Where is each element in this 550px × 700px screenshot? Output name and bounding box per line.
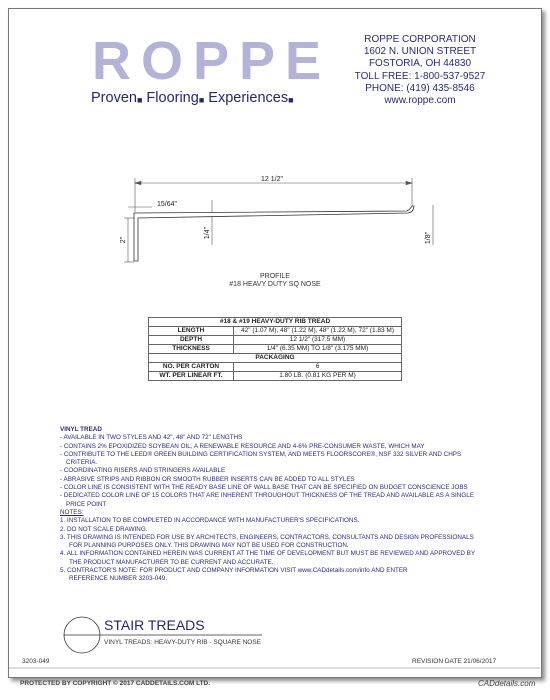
numbered-note: 5. CONTRACTOR'S NOTE: FOR PRODUCT AND COMPANY INFORMATION VISIT www.CADdetails.com/info AND ENTER [60, 567, 408, 575]
spec-table-title: #18 & #19 HEAVY-DUTY RIB TREAD [149, 318, 402, 327]
company-toll-free: TOLL FREE: 1-800-537-9527 [354, 70, 486, 82]
arrow-head [406, 181, 412, 184]
spec-label: THICKNESS [149, 345, 234, 354]
spec-value: 12 1/2" (317.5 MM) [234, 336, 402, 345]
revision-date: REVISION DATE 21/06/2017 [412, 658, 497, 665]
numbered-note: THE PRODUCT MANUFACTURER TO BE CURRENT AND ACCURATE. [69, 558, 274, 566]
numbered-note: 1. INSTALLATION TO BE COMPLETED IN ACCORDANCE WITH MANUFACTURER'S SPECIFICATIONS. [60, 517, 360, 525]
drawing-title: STAIR TREADS [104, 617, 205, 633]
spec-table [148, 317, 402, 381]
notes-heading-vinyl-tread: VINYL TREAD [60, 426, 102, 433]
note-bullet: - COLOR LINE IS CONSISTENT WITH THE READY BASE LINE OF WALL BASE THAT CAN BE SPECIFIED ON BUDGET CONSCIENCE JOBS [60, 484, 468, 492]
caddetails-site[interactable]: CADdetails.com [478, 679, 536, 688]
spec-value: 42" (1.07 M), 48" (1.22 M), 48" (1.22 M), 72" (1.83 M) [234, 327, 402, 336]
tagline-dot: ■ [288, 95, 294, 105]
dim-nose-width-label: 15/64" [157, 201, 178, 208]
note-bullet: - AVAILABLE IN TWO STYLES AND 42", 48" AND 72" LENGTHS [60, 434, 243, 442]
spec-value: 1.80 LB. (0.81 KG PER M) [234, 372, 402, 381]
numbered-note: FOR PLANNING PURPOSES ONLY. THIS DRAWING MAY NOT BE USED FOR CONSTRUCTION. [69, 542, 349, 550]
tagline-word: Experiences [208, 90, 289, 106]
tagline-word: Proven [91, 90, 137, 106]
dim-front-thickness-label: 1/4" [204, 226, 211, 240]
note-bullet: PRICE POINT [66, 500, 107, 508]
company-phone: PHONE: (419) 435-8546 [365, 82, 475, 94]
company-name: ROPPE CORPORATION [364, 34, 476, 45]
note-bullet: - CONTAINS 2% EPOXIDIZED SOYBEAN OIL, A RENEWABLE RESOURCE AND 4-6% PRE-CONSUMER WASTE, WHICH MAY [60, 442, 425, 450]
copyright-notice: PROTECTED BY COPYRIGHT © 2017 CADDETAILS.COM LTD. [20, 680, 211, 687]
note-bullet: - DEDICATED COLOR LINE OF 15 COLORS THAT ARE INHERENT THROUGHOUT THICKNESS OF THE TREAD AND AVAILABLE AS A SINGLE [60, 492, 474, 500]
dim-overall-label: 12 1/2" [261, 176, 283, 183]
numbered-note: 2. DO NOT SCALE DRAWING. [60, 525, 148, 533]
numbered-note: REFERENCE NUMBER 3203-049. [69, 575, 167, 583]
spec-label: NO. PER CARTON [149, 363, 234, 372]
dim-nose-height-label: 2" [120, 236, 127, 244]
spec-value: 6 [234, 363, 402, 372]
notes-heading: NOTES: [60, 508, 84, 516]
spec-label: WT. PER LINEAR FT. [149, 372, 234, 381]
reference-number: 3203-049 [22, 658, 50, 665]
company-city: FOSTORIA, OH 44830 [368, 58, 472, 70]
arrow-head [135, 181, 141, 184]
roppe-logo: ROPPE [92, 31, 332, 91]
numbered-note: 4. ALL INFORMATION CONTAINED HEREIN WAS CURRENT AT THE TIME OF DEVELOPMENT BUT MUST BE REVIEWED AND APPROVED BY [60, 550, 476, 558]
tagline-dot: ■ [198, 95, 205, 105]
spec-label: DEPTH [149, 336, 234, 345]
profile-caption-title: PROFILE [260, 273, 290, 280]
drawing-subtitle: VINYL TREADS: HEAVY-DUTY RIB - SQUARE NOSE [104, 639, 262, 646]
note-bullet: - ABRASIVE STRIPS AND RIBBON OR SMOOTH RUBBER INSERTS CAN BE ADDED TO ALL STYLES [60, 475, 355, 483]
spec-label: LENGTH [149, 327, 234, 336]
tagline-word: Flooring [146, 90, 199, 106]
note-bullet: - CONTRIBUTE TO THE LEED® GREEN BUILDING CERTIFICATION SYSTEM, AND MEETS FLOORSCORE®, NSF 332 SILVER AND CHPS [60, 450, 462, 458]
profile-caption-subtitle: #18 HEAVY DUTY SQ NOSE [229, 281, 321, 288]
tread-profile-shape [134, 206, 414, 261]
company-website[interactable]: www.roppe.com [384, 95, 456, 107]
company-street: 1602 N. UNION STREET [363, 46, 477, 58]
notes-section [60, 426, 490, 584]
dim-back-thickness-label: 1/8" [425, 231, 432, 245]
note-bullet: CRITERIA. [66, 459, 98, 467]
note-bullet: - COORDINATING RISERS AND STRINGERS AVAILABLE [60, 467, 226, 475]
numbered-note: 3. THIS DRAWING IS INTENDED FOR USE BY ARCHITECTS, ENGINEERS, CONTRACTORS, CONSULTANTS AND DESIGN PROFESSIONALS [60, 533, 474, 541]
spec-value: 1/4" (6.35 MM) TO 1/8" (3.175 MM) [234, 345, 402, 354]
tagline-dot: ■ [136, 95, 143, 105]
packaging-title: PACKAGING [149, 354, 402, 363]
